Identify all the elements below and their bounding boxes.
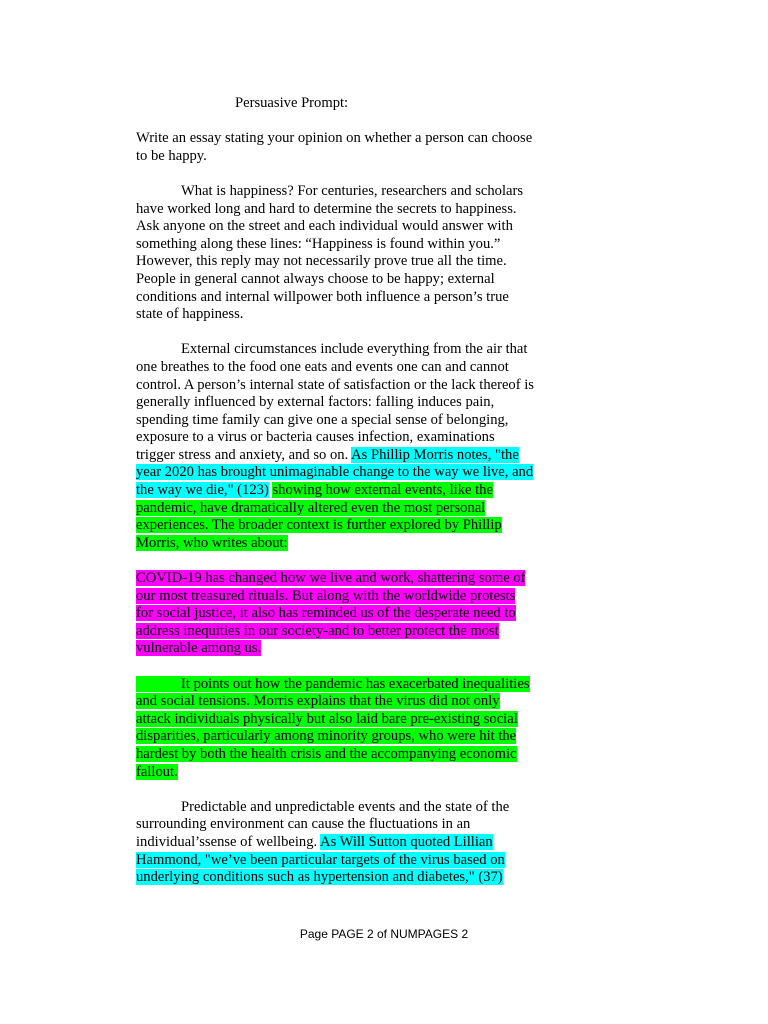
paragraph-2 bbox=[136, 341, 536, 552]
paragraph-4-text: Predictable and unpredictable events and the state of the surrounding environment can cause the fluctuations in an individual’ssense of wellbeing. bbox=[136, 798, 510, 850]
page-title: Persuasive Prompt: bbox=[235, 95, 349, 111]
highlight-magenta-quote: COVID-19 has changed how we live and work, shattering some of our most treasured rituals. But along with the worldwide protests for social justice, it also has reminded us of the desperate need to address inequities in our society-and to better protect the most vulnerable among us. bbox=[136, 570, 526, 657]
highlight-green-text: showing how external events, like the pandemic, have dramatically altered even the most personal experiences. The broader context is further explored by Phillip Morris, who writes about: bbox=[136, 482, 502, 551]
highlight-green-paragraph bbox=[136, 676, 530, 780]
page-footer: Page PAGE 2 of NUMPAGES 2 bbox=[299, 927, 469, 941]
highlight-cyan-quote: As Phillip Morris notes, "the year 2020 has brought unimaginable change to the way we live, and the way we die," (123) bbox=[136, 446, 534, 499]
paragraph-3-text: It points out how the pandemic has exacerbated inequalities and social tensions. Morris explains that the virus did not only attack individuals physically but also laid bare pre-existing social disparities, particularly among minority groups, who were hit the hardest by both the health crisis and the accompanying economic fallout. bbox=[136, 675, 530, 780]
paragraph-3 bbox=[136, 676, 536, 782]
paragraph-1-text: What is happiness? For centuries, researchers and scholars have worked long and hard to determine the secrets to happiness. Ask anyone on the street and each individual would answer with something along these lines: “Happiness is found within you.” However, this reply may not necessarily prove true all the time. People in general cannot always choose to be happy; external conditions and internal willpower both influence a person’s true state of happiness. bbox=[136, 182, 524, 323]
block-quote bbox=[136, 570, 536, 658]
paragraph-2-text: External circumstances include everything from the air that one breathes to the food one eats and events one can and cannot control. A person’s internal state of satisfaction or the lack thereof is generally influenced by external factors: falling induces pain, spending time family can give one a special sense of belonging, exposure to a virus or bacteria causes infection, examinations trigger stress and anxiety, and so on. bbox=[136, 341, 534, 463]
paragraph-4 bbox=[136, 799, 536, 887]
paragraph-1 bbox=[136, 183, 536, 324]
document-body bbox=[136, 95, 536, 904]
highlight-cyan-quote: As Will Sutton quoted Lillian Hammond, "we’ve been particular targets of the virus based on underlying conditions such as hypertension and diabetes," (37) bbox=[136, 833, 505, 886]
prompt-paragraph: Write an essay stating your opinion on whether a person can choose to be happy. bbox=[136, 130, 533, 164]
